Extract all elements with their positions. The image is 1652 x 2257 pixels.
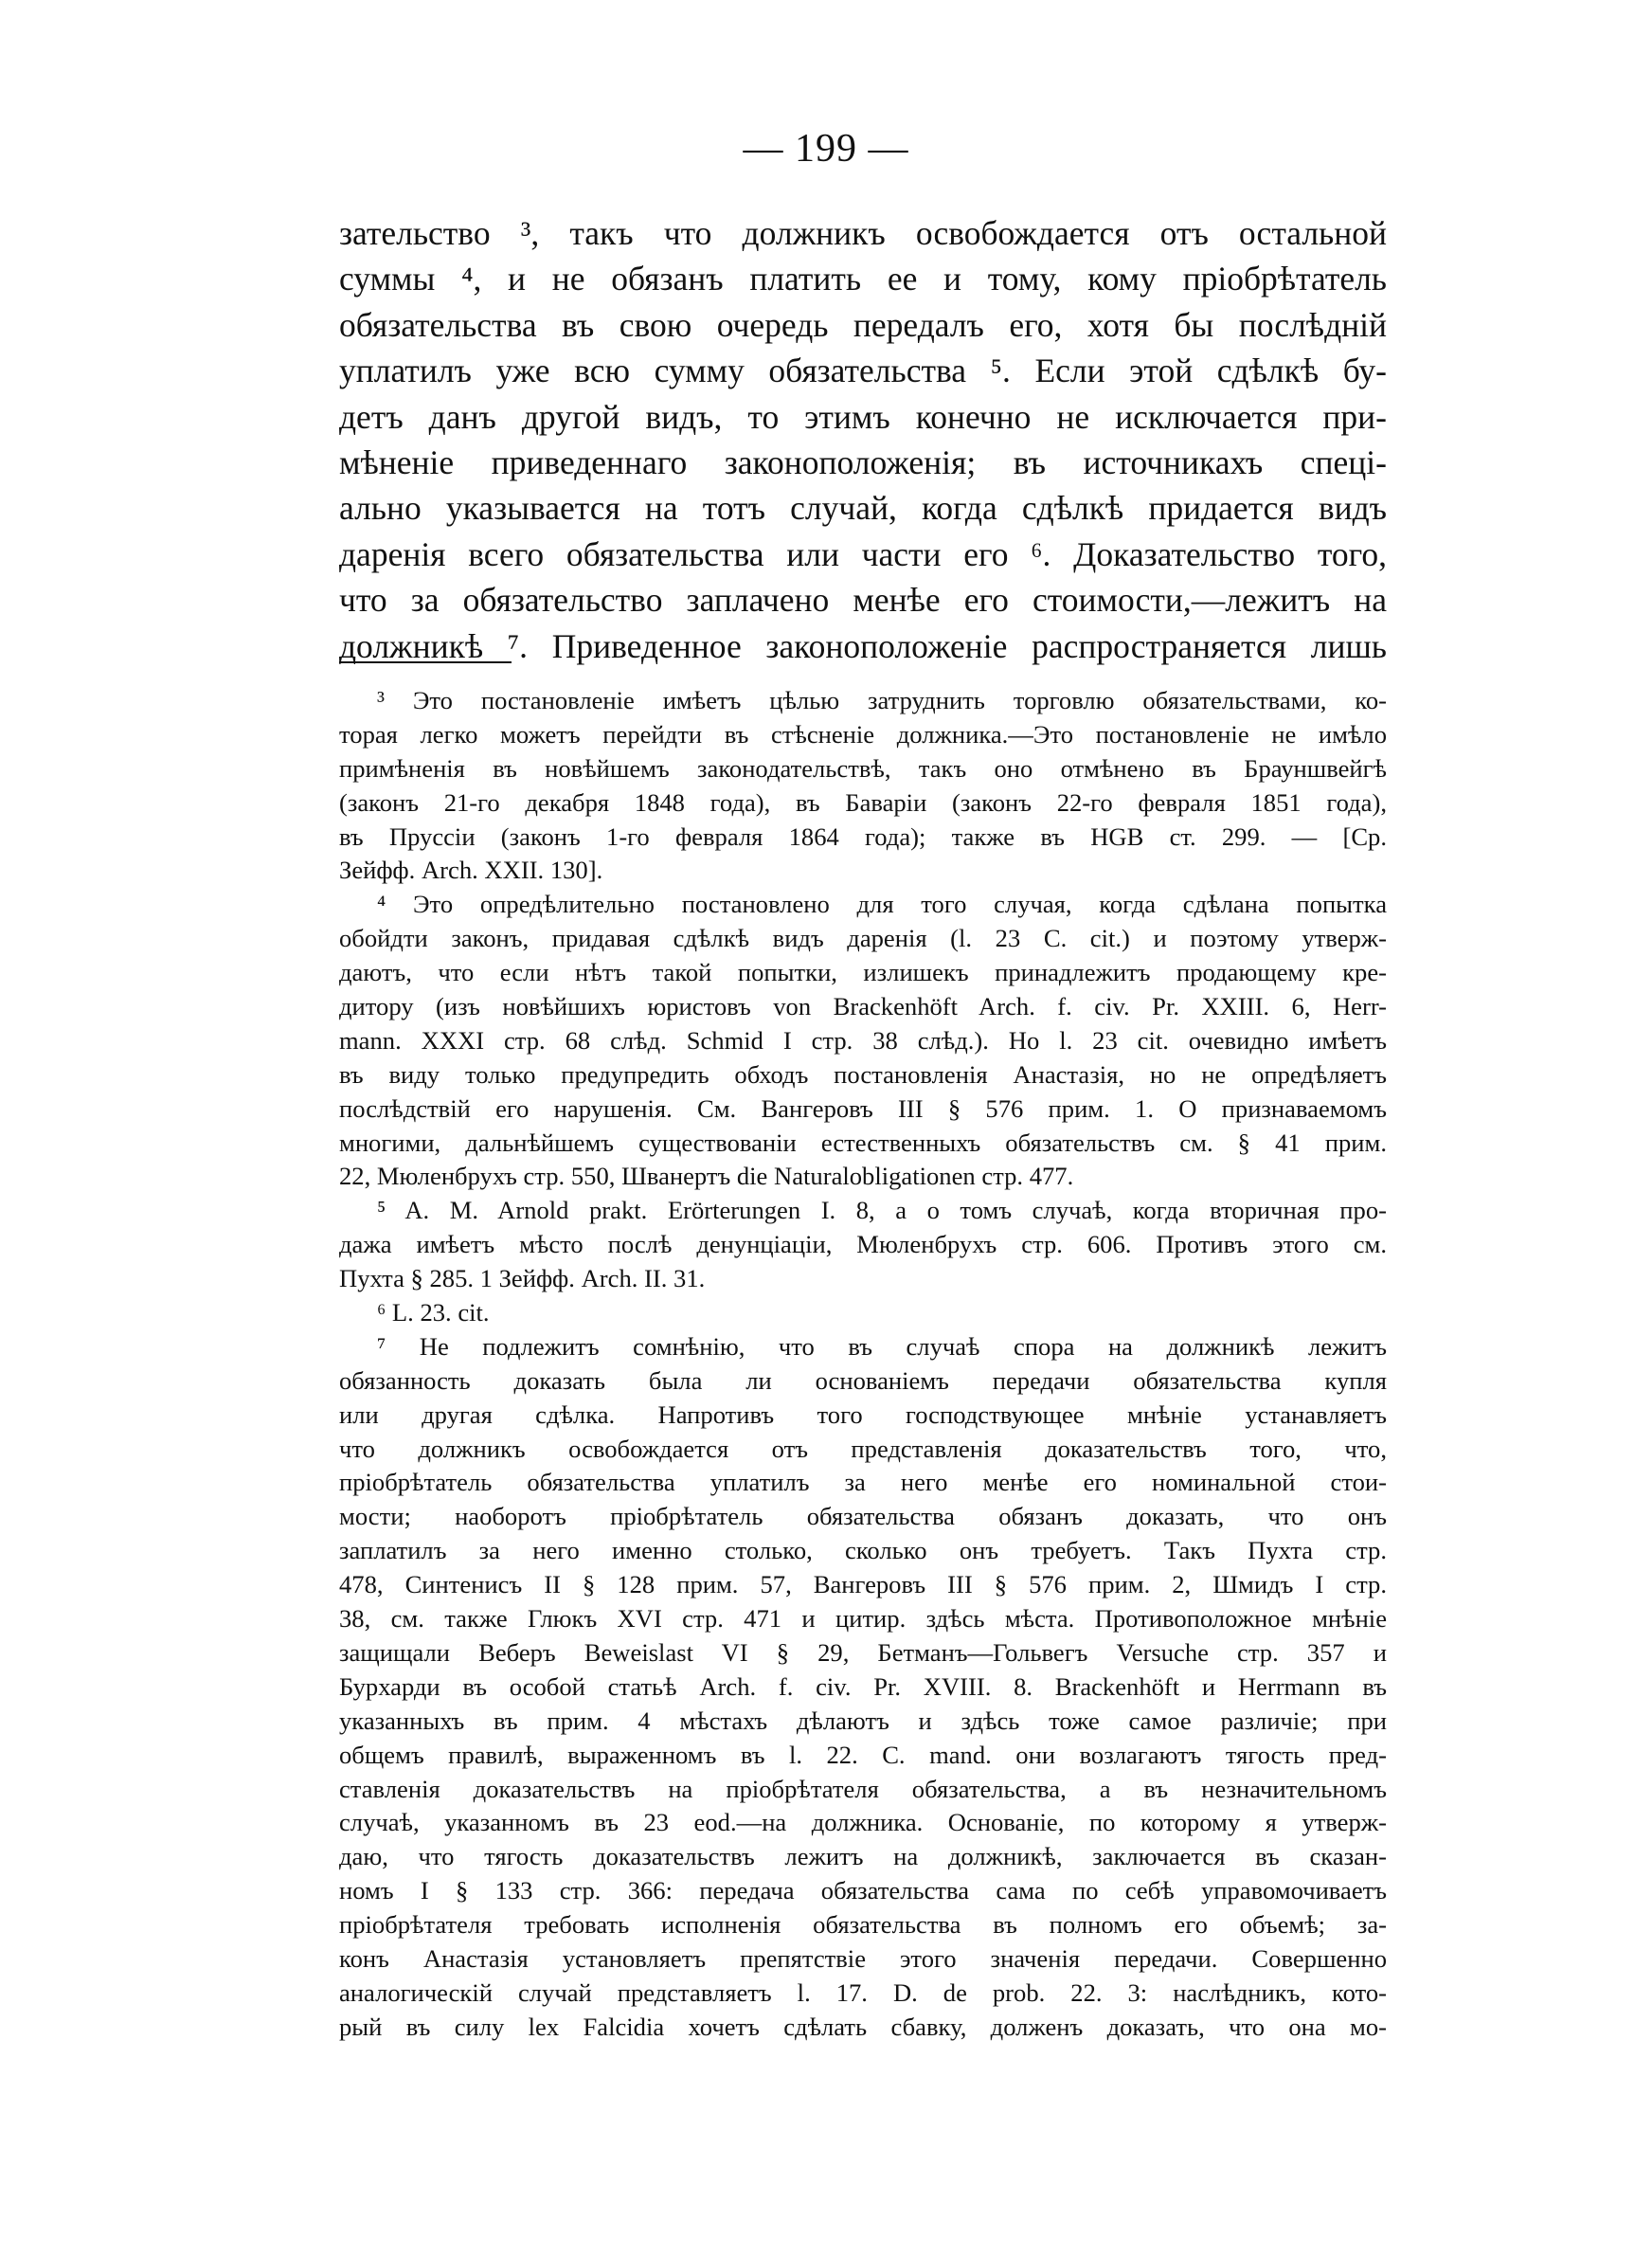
footnote-line: въ виду только предупредить обходъ постановленія Анастазія, но не опредѣляетъ [339,1059,1387,1089]
footnote-line: mann. XXXI стр. 68 слѣд. Schmid I стр. 38 слѣд.). Но l. 23 cit. очевидно имѣетъ [339,1025,1387,1055]
footnote-line: послѣдствій его нарушенія. См. Вангеровъ III § 576 прим. 1. О признаваемомъ [339,1093,1387,1123]
main-text-line: суммы ⁴, и не обязанъ платить ее и тому, кому пріобрѣтатель [339,260,1387,298]
footnote-4 [339,888,1387,1194]
footnote-3 [339,684,1387,888]
footnote-line: ³ Это постановленіе имѣетъ цѣлью затруднить торговлю обязательствами, ко- [377,686,1387,714]
footnote-line: Бурхарди въ особой статьѣ Arch. f. civ. Pr. XVIII. 8. Brackenhöft и Herrmann въ [339,1671,1387,1701]
footnote-line: ⁶ L. 23. cit. [377,1298,490,1327]
footnote-line: даю, что тягость доказательствъ лежитъ на должникѣ, заключается въ сказан- [339,1842,1387,1871]
footnote-line: ⁴ Это опредѣлительно постановлено для того случая, когда сдѣлана попытка [377,890,1387,919]
footnote-line: ⁵ A. M. Arnold prakt. Erörterungen I. 8, а о томъ случаѣ, когда вторичная про- [377,1196,1387,1225]
footnote-line: торая легко можетъ перейдти въ стѣсненіе должника.—Это постановленіе не имѣло [339,719,1387,749]
footnote-line: конъ Анастазія установляетъ препятствіе этого значенія передачи. Совершенно [339,1943,1387,1973]
footnote-line: общемъ правилѣ, выраженномъ въ l. 22. C. mand. они возлагаютъ тягость пред- [339,1740,1387,1769]
footnote-line: примѣненія въ новѣйшемъ законодательствѣ, такъ оно отмѣнено въ Брауншвейгѣ [339,753,1387,783]
footnote-line: рый въ силу lex Falcidia хочетъ сдѣлать сбавку, долженъ доказать, что она мо- [339,2012,1387,2041]
footnote-line: даютъ, что если нѣтъ такой попытки, излишекъ принадлежитъ продающему кре- [339,958,1387,987]
footnote-line: обязанность доказать была ли основаніемъ передачи обязательства купля [339,1365,1387,1395]
footnote-line: 38, см. также Глюкъ XVI стр. 471 и цитир. здѣсь мѣста. Противоположное мнѣніе [339,1604,1387,1634]
footnote-line: дитору (изъ новѣйшихъ юристовъ von Brackenhöft Arch. f. civ. Pr. XXIII. 6, Herr- [339,992,1387,1021]
footnote-line: пріобрѣтателя требовать исполненія обязательства въ полномъ его объемѣ; за- [339,1910,1387,1940]
footnote-line: ставленія доказательствъ на пріобрѣтателя обязательства, а въ незначительномъ [339,1774,1387,1803]
footnote-line: ⁷ Не подлежитъ сомнѣнію, что въ случаѣ спора на должникѣ лежитъ [377,1331,1387,1361]
footnote-line: номъ I § 133 стр. 366: передача обязательства сама по себѣ управомочиваетъ [339,1876,1387,1905]
footnote-6 [339,1296,1387,1330]
footnotes-block [339,684,1387,2045]
footnote-line: мости; наоборотъ пріобрѣтатель обязательства обязанъ доказать, что онъ [339,1502,1387,1531]
footnote-line: случаѣ, указанномъ въ 23 eod.—на должника. Основаніе, по которому я утверж- [339,1808,1387,1837]
footnote-line: 22, Мюленбрухъ стр. 550, Шванертъ die Naturalobligationen стр. 477. [339,1162,1074,1191]
footnote-line: въ Пруссіи (законъ 1-го февраля 1864 года); также въ HGB ст. 299. — [Ср. [339,822,1387,851]
main-text-line: должникѣ ⁷. Приведенное законоположеніе распространяется лишь [339,626,1387,665]
footnote-line: указанныхъ въ прим. 4 мѣстахъ дѣлаютъ и здѣсь тоже самое различіе; при [339,1706,1387,1735]
footnote-line: Зейфф. Arch. XXII. 130]. [339,856,603,885]
footnote-line: что должникъ освобождается отъ представленія доказательствъ того, что, [339,1434,1387,1463]
footnote-line: 478, Синтенисъ II § 128 прим. 57, Вангеровъ III § 576 прим. 2, Шмидъ I стр. [339,1570,1387,1599]
page-number: — 199 — [743,127,909,171]
footnote-5 [339,1194,1387,1296]
footnote-line: пріобрѣтатель обязательства уплатилъ за него менѣе его номинальной стои- [339,1468,1387,1497]
main-text-line: детъ данъ другой видъ, то этимъ конечно не исключается при- [339,397,1387,436]
footnote-line: (законъ 21-го декабря 1848 года), въ Баваріи (законъ 22-го февраля 1851 года), [339,787,1387,817]
footnote-line: многими, дальнѣйшемъ существованіи естественныхъ обязательствъ см. § 41 прим. [339,1128,1387,1157]
main-text-line: обязательства въ свою очередь передалъ его, хотя бы послѣдній [339,305,1387,344]
main-text-line: ально указывается на тотъ случай, когда сдѣлкѣ придается видъ [339,489,1387,528]
footnote-line: защищали Веберъ Beweislast VI § 29, Бетманъ—Гольвегъ Versuche стр. 357 и [339,1637,1387,1667]
main-text-line: уплатилъ уже всю сумму обязательства ⁵. Если этой сдѣлкѣ бу- [339,352,1387,390]
footnote-separator [339,661,512,663]
footnote-line: Пухта § 285. 1 Зейфф. Arch. II. 31. [339,1264,706,1293]
footnote-line: дажа имѣетъ мѣсто послѣ денунціаціи, Мюленбрухъ стр. 606. Противъ этого см. [339,1230,1387,1259]
footnote-line: или другая сдѣлка. Напротивъ того господствующее мнѣніе устанавляетъ [339,1399,1387,1429]
main-text-block [339,210,1387,669]
main-text-line: даренія всего обязательства или части его ⁶. Доказательство того, [339,534,1387,573]
main-text-line: зательство ³, такъ что должникъ освобождается отъ остальной [339,214,1387,252]
footnote-line: аналогическій случай представляетъ l. 17. D. de prob. 22. 3: наслѣдникъ, кото- [339,1977,1387,2007]
main-text-line: что за обязательство заплачено менѣе его стоимости,—лежитъ на [339,581,1387,620]
footnote-line: обойдти законъ, придавая сдѣлкѣ видъ даренія (l. 23 C. cit.) и поэтому утверж- [339,924,1387,953]
footnote-7 [339,1330,1387,2045]
footnote-line: заплатилъ за него именно столько, сколько онъ требуетъ. Такъ Пухта стр. [339,1536,1387,1565]
main-text-line: мѣненіе приведеннаго законоположенія; въ источникахъ спеці- [339,442,1387,481]
